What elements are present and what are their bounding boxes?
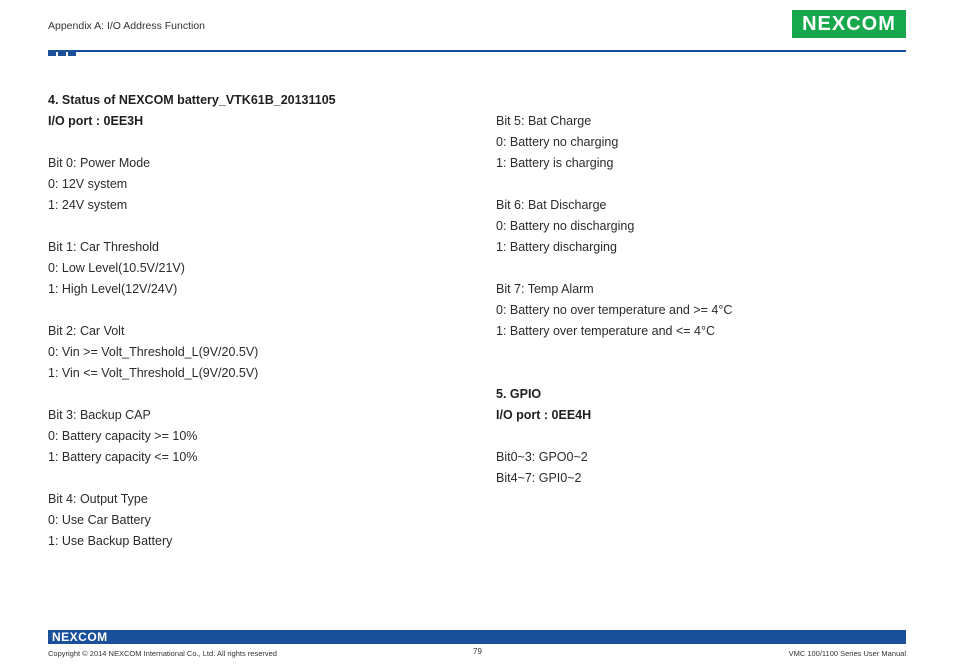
- text-line: 1: Battery capacity <= 10%: [48, 450, 198, 464]
- blank-line: [48, 216, 468, 237]
- text-line: Bit 1: Car Threshold: [48, 240, 159, 254]
- header-divider: [48, 50, 906, 52]
- text-line: 0: Battery no over temperature and >= 4°C: [496, 303, 733, 317]
- text-line: 1: Battery discharging: [496, 240, 617, 254]
- text-line: 0: Low Level(10.5V/21V): [48, 261, 185, 275]
- blank-line: [496, 258, 916, 279]
- square-1: [48, 50, 56, 56]
- blank-line: [48, 468, 468, 489]
- text-line: Bit 2: Car Volt: [48, 324, 125, 338]
- text-line: 0: Vin >= Volt_Threshold_L(9V/20.5V): [48, 345, 259, 359]
- text-line: 0: Battery capacity >= 10%: [48, 429, 198, 443]
- blank-line: [496, 426, 916, 447]
- footer-bar: [48, 630, 906, 644]
- blank-line: [48, 384, 468, 405]
- blank-line: [48, 132, 468, 153]
- text-line: Bit 7: Temp Alarm: [496, 282, 594, 296]
- square-3: [68, 50, 76, 56]
- logo-text: NEXCOM: [802, 12, 896, 35]
- text-line: 1: 24V system: [48, 198, 128, 212]
- blank-line: [496, 363, 916, 384]
- text-line: Bit 4: Output Type: [48, 492, 148, 506]
- text-line: 1: Battery over temperature and <= 4°C: [496, 324, 716, 338]
- text-line: 0: Battery no charging: [496, 135, 619, 149]
- blank-line: [496, 174, 916, 195]
- text-line: 5. GPIO: [496, 387, 542, 401]
- blank-line: [496, 342, 916, 363]
- nexcom-logo: [792, 10, 906, 38]
- square-2: [58, 50, 66, 56]
- header-section-title: Appendix A: I/O Address Function: [48, 20, 206, 32]
- page-number: 79: [473, 647, 482, 656]
- text-line: Bit 3: Backup CAP: [48, 408, 151, 422]
- text-line: 1: High Level(12V/24V): [48, 282, 178, 296]
- text-line: I/O port : 0EE4H: [496, 408, 592, 422]
- right-column: [496, 111, 916, 489]
- text-line: 1: Vin <= Volt_Threshold_L(9V/20.5V): [48, 366, 259, 380]
- header-squares-decoration: [48, 50, 76, 56]
- text-line: Bit 6: Bat Discharge: [496, 198, 607, 212]
- text-line: 1: Battery is charging: [496, 156, 614, 170]
- text-line: I/O port : 0EE3H: [48, 114, 144, 128]
- text-line: Bit 5: Bat Charge: [496, 114, 592, 128]
- footer-manual-title: VMC 100/1100 Series User Manual: [788, 649, 906, 658]
- text-line: Bit4~7: GPI0~2: [496, 471, 582, 485]
- left-column: [48, 90, 468, 552]
- text-line: Bit 0: Power Mode: [48, 156, 151, 170]
- blank-line: [48, 300, 468, 321]
- text-line: 1: Use Backup Battery: [48, 534, 173, 548]
- text-line: 0: 12V system: [48, 177, 128, 191]
- text-line: Bit0~3: GPO0~2: [496, 450, 588, 464]
- footer-logo: NEXCOM: [52, 630, 108, 644]
- footer-copyright: Copyright © 2014 NEXCOM International Co., Ltd. All rights reserved: [48, 649, 277, 658]
- text-line: 0: Use Car Battery: [48, 513, 151, 527]
- text-line: 0: Battery no discharging: [496, 219, 635, 233]
- text-line: 4. Status of NEXCOM battery_VTK61B_20131105: [48, 93, 336, 107]
